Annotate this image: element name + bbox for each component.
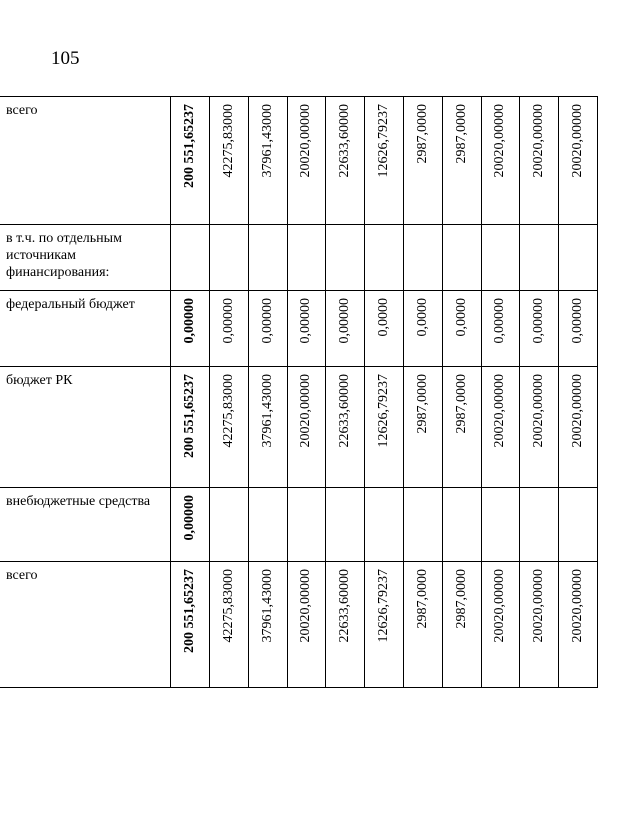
cell-value: 0,0000: [375, 298, 391, 337]
cell-value: 0,0000: [414, 298, 430, 337]
value-cell: [558, 562, 597, 688]
total-cell: [170, 562, 209, 688]
value-cell: [209, 225, 248, 291]
value-cell: [403, 367, 442, 488]
cell-value: 22633,60000: [336, 104, 352, 178]
value-cell: [248, 367, 287, 488]
cell-value: 37961,43000: [259, 569, 275, 643]
value-cell: [481, 225, 519, 291]
value-cell: [325, 488, 364, 562]
value-cell: [209, 97, 248, 225]
value-cell: [558, 291, 597, 367]
cell-value: 37961,43000: [259, 104, 275, 178]
value-cell: [403, 488, 442, 562]
total-value: 0,00000: [181, 298, 197, 344]
value-cell: [519, 291, 558, 367]
total-value: 0,00000: [181, 495, 197, 541]
budget-table: [0, 96, 598, 688]
cell-value: 2987,0000: [453, 374, 469, 434]
cell-value: 2987,0000: [414, 374, 430, 434]
page-number: 105: [51, 48, 80, 69]
cell-value: 20020,00000: [297, 374, 313, 448]
value-cell: [248, 97, 287, 225]
value-cell: [519, 562, 558, 688]
table-row-extra: [0, 488, 597, 562]
table-body: [0, 97, 597, 688]
value-cell: [403, 562, 442, 688]
value-cell: [325, 97, 364, 225]
value-cell: [364, 225, 403, 291]
cell-value: 2987,0000: [414, 569, 430, 629]
value-cell: [442, 488, 481, 562]
cell-value: 42275,83000: [220, 569, 236, 643]
value-cell: [519, 225, 558, 291]
value-cell: [403, 97, 442, 225]
value-cell: [287, 291, 325, 367]
table-row-total1: [0, 97, 597, 225]
row-label: всего: [0, 562, 170, 688]
cell-value: 12626,79237: [375, 104, 391, 178]
row-label: внебюджетные средства: [0, 488, 170, 562]
cell-value: 20020,00000: [491, 569, 507, 643]
cell-value: 42275,83000: [220, 104, 236, 178]
value-cell: [248, 488, 287, 562]
total-value: 200 551,65237: [181, 569, 197, 653]
value-cell: [403, 291, 442, 367]
value-cell: [442, 97, 481, 225]
cell-value: 20020,00000: [530, 104, 546, 178]
value-cell: [442, 562, 481, 688]
row-label: федеральный бюджет: [0, 291, 170, 367]
cell-value: 20020,00000: [569, 374, 585, 448]
cell-value: 0,00000: [220, 298, 236, 344]
value-cell: [558, 367, 597, 488]
row-label: в т.ч. по отдельным источникам финансирования:: [0, 225, 170, 291]
value-cell: [325, 562, 364, 688]
cell-value: 0,00000: [259, 298, 275, 344]
value-cell: [287, 97, 325, 225]
cell-value: 0,00000: [297, 298, 313, 344]
value-cell: [209, 488, 248, 562]
value-cell: [481, 291, 519, 367]
value-cell: [519, 488, 558, 562]
cell-value: 20020,00000: [491, 104, 507, 178]
value-cell: [287, 367, 325, 488]
total-cell: [170, 291, 209, 367]
row-label: всего: [0, 97, 170, 225]
table-row-fed: [0, 291, 597, 367]
value-cell: [558, 97, 597, 225]
total-value: 200 551,65237: [181, 374, 197, 458]
value-cell: [325, 225, 364, 291]
value-cell: [325, 291, 364, 367]
cell-value: 0,00000: [491, 298, 507, 344]
value-cell: [248, 562, 287, 688]
cell-value: 20020,00000: [530, 569, 546, 643]
value-cell: [364, 562, 403, 688]
cell-value: 0,0000: [453, 298, 469, 337]
cell-value: 0,00000: [569, 298, 585, 344]
value-cell: [442, 367, 481, 488]
value-cell: [325, 367, 364, 488]
cell-value: 2987,0000: [414, 104, 430, 164]
total-value: 200 551,65237: [181, 104, 197, 188]
value-cell: [442, 225, 481, 291]
value-cell: [481, 367, 519, 488]
cell-value: 20020,00000: [569, 569, 585, 643]
cell-value: 20020,00000: [297, 569, 313, 643]
cell-value: 2987,0000: [453, 104, 469, 164]
value-cell: [558, 488, 597, 562]
cell-value: 20020,00000: [530, 374, 546, 448]
cell-value: 20020,00000: [491, 374, 507, 448]
value-cell: [209, 291, 248, 367]
value-cell: [287, 562, 325, 688]
row-label: бюджет РК: [0, 367, 170, 488]
cell-value: 22633,60000: [336, 569, 352, 643]
value-cell: [481, 488, 519, 562]
cell-value: 37961,43000: [259, 374, 275, 448]
total-cell: [170, 367, 209, 488]
value-cell: [558, 225, 597, 291]
value-cell: [364, 291, 403, 367]
value-cell: [209, 562, 248, 688]
value-cell: [364, 367, 403, 488]
value-cell: [364, 97, 403, 225]
cell-value: 20020,00000: [569, 104, 585, 178]
value-cell: [481, 562, 519, 688]
cell-value: 12626,79237: [375, 374, 391, 448]
cell-value: 22633,60000: [336, 374, 352, 448]
table-row-rk: [0, 367, 597, 488]
total-cell: [170, 97, 209, 225]
table-row-incl: [0, 225, 597, 291]
cell-value: 20020,00000: [297, 104, 313, 178]
cell-value: 0,00000: [336, 298, 352, 344]
value-cell: [248, 291, 287, 367]
value-cell: [209, 367, 248, 488]
value-cell: [519, 97, 558, 225]
value-cell: [442, 291, 481, 367]
cell-value: 2987,0000: [453, 569, 469, 629]
value-cell: [481, 97, 519, 225]
value-cell: [287, 488, 325, 562]
value-cell: [519, 367, 558, 488]
value-cell: [364, 488, 403, 562]
value-cell: [287, 225, 325, 291]
cell-value: 42275,83000: [220, 374, 236, 448]
cell-value: 0,00000: [530, 298, 546, 344]
total-cell: [170, 488, 209, 562]
value-cell: [403, 225, 442, 291]
table-row-total2: [0, 562, 597, 688]
total-cell: [170, 225, 209, 291]
cell-value: 12626,79237: [375, 569, 391, 643]
value-cell: [248, 225, 287, 291]
